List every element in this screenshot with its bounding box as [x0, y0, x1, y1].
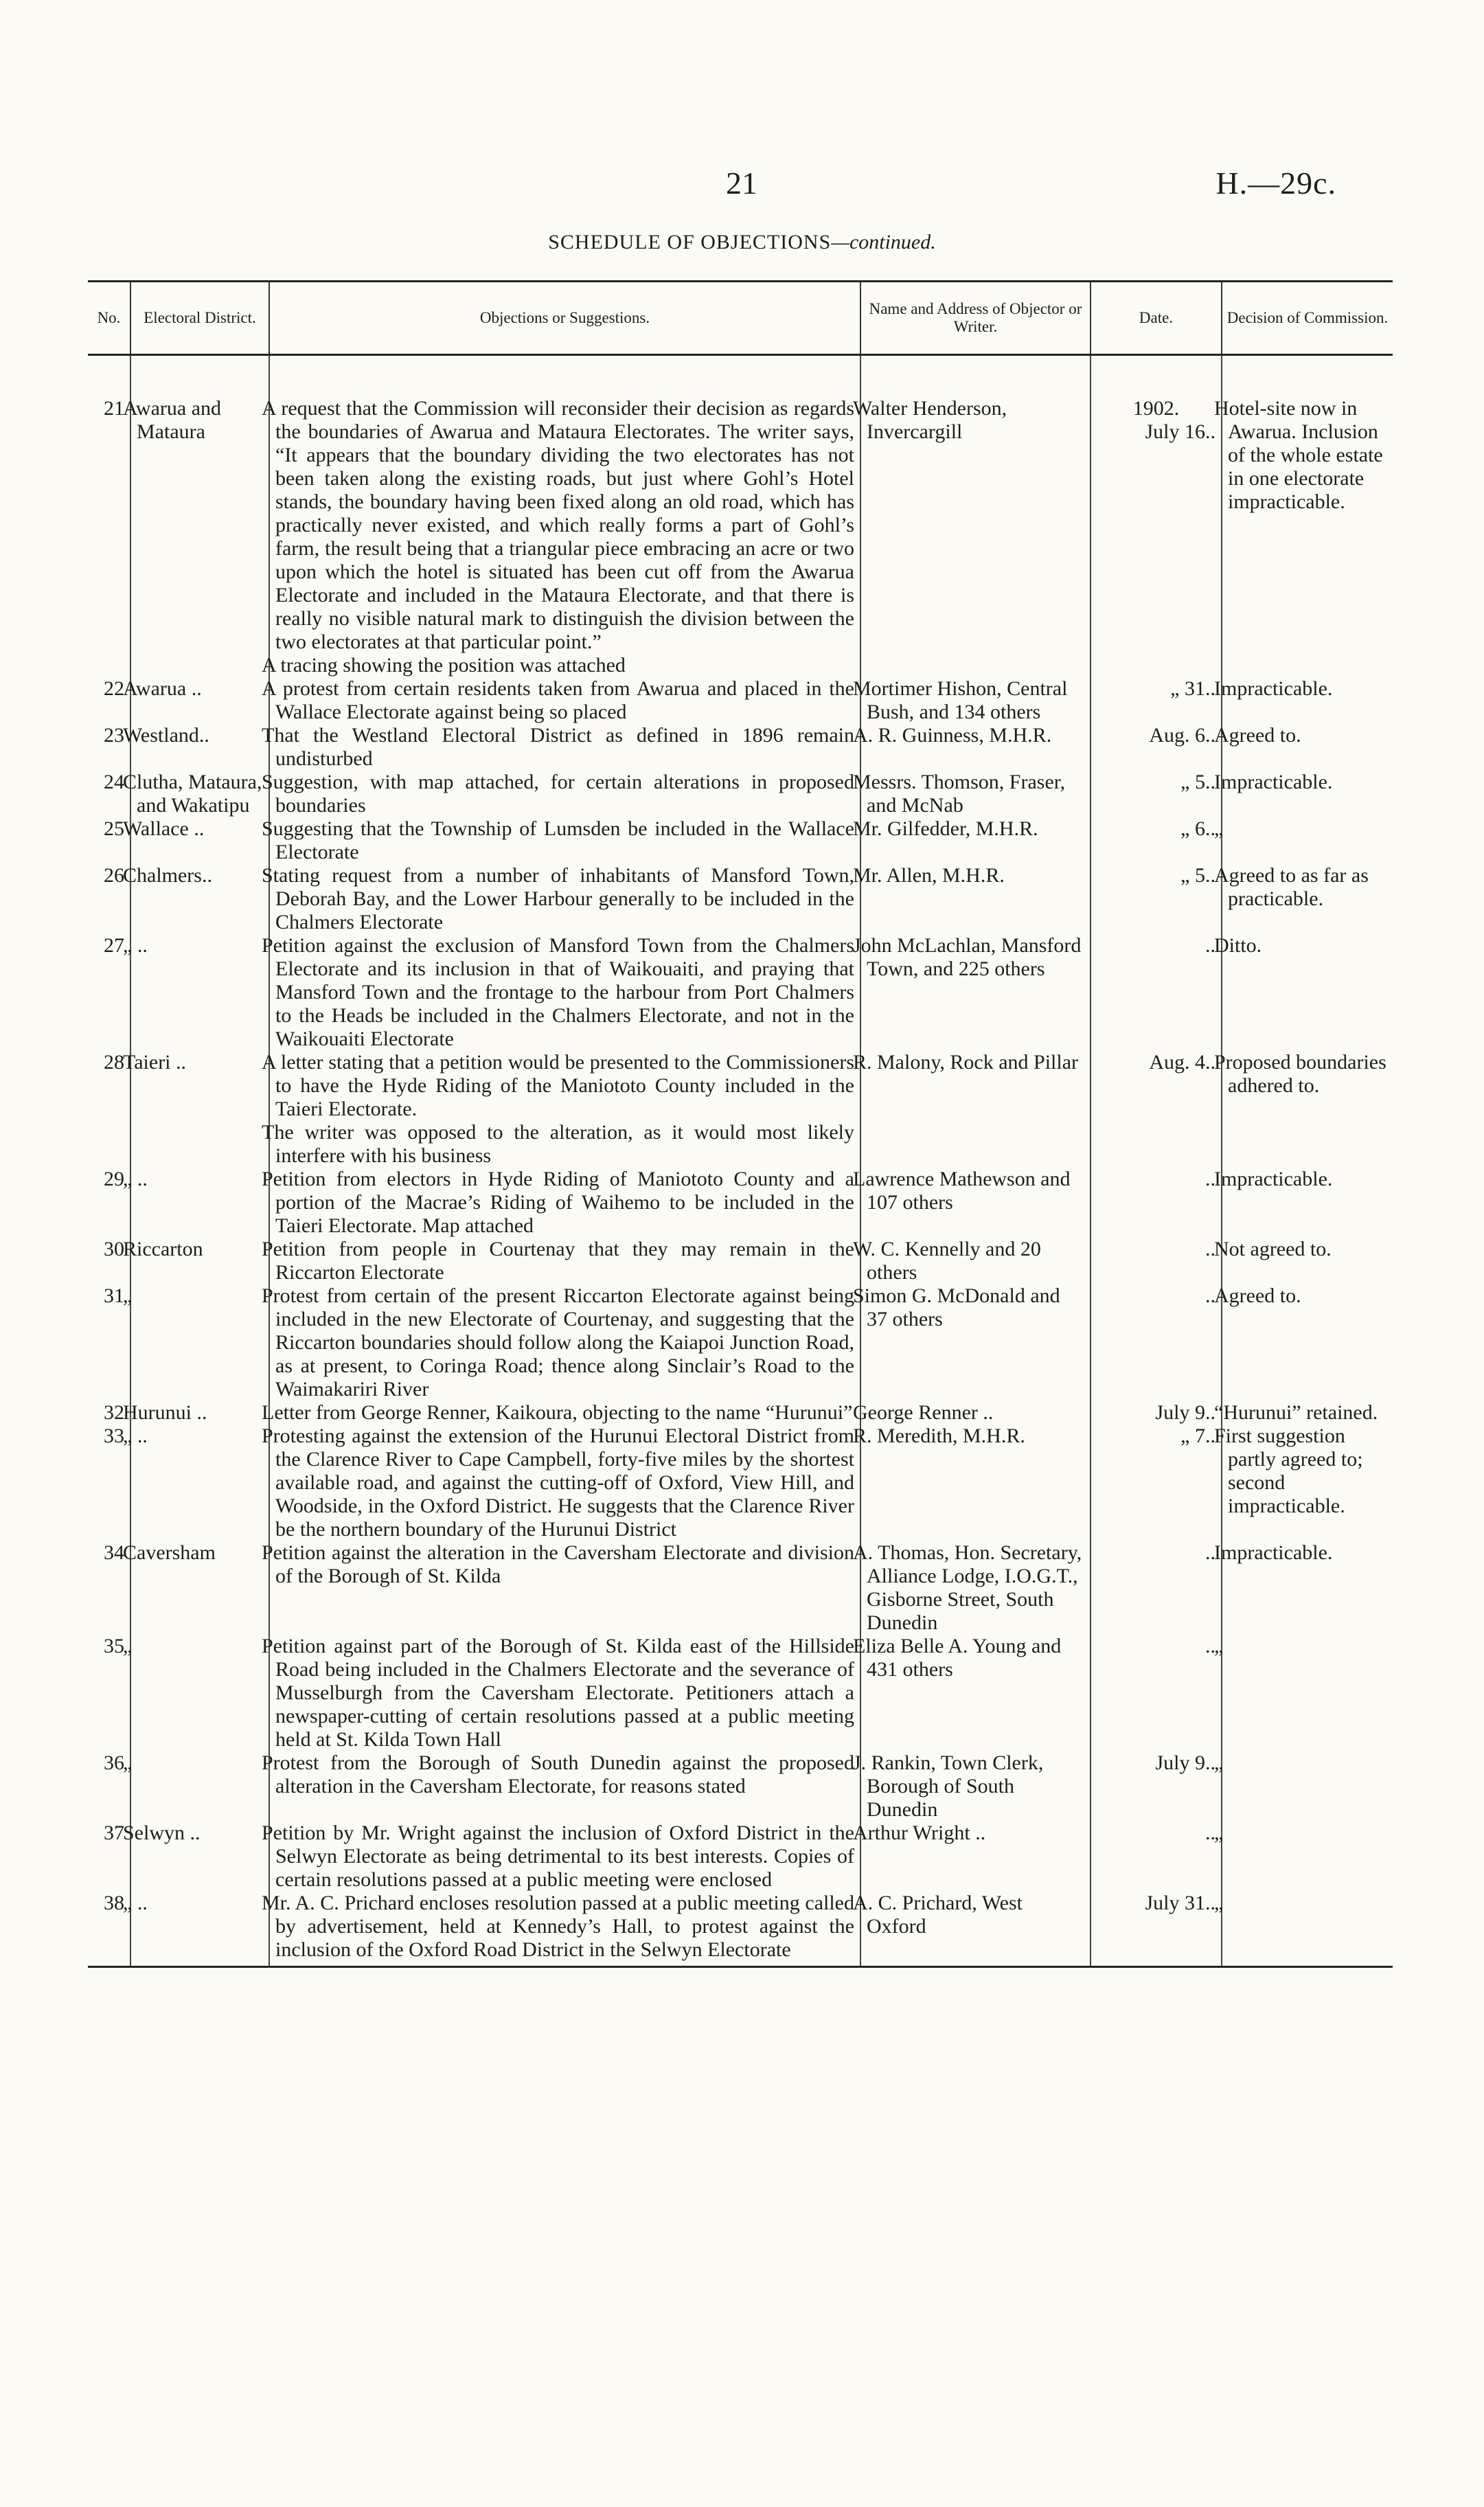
page-number: 21: [726, 166, 757, 201]
electoral-district: Awarua ..: [130, 677, 269, 724]
objection-main: Petition against the alteration in the Caversham Electorate and division of the Borough of St. Kilda: [262, 1541, 854, 1587]
electoral-district: Riccarton: [130, 1238, 269, 1284]
row-number: 29: [104, 1168, 124, 1190]
commission-decision: Impracticable.: [1222, 677, 1393, 724]
electoral-district: Taieri ..: [130, 1051, 269, 1168]
electoral-district: Wallace ..: [130, 817, 269, 864]
commission-decision: „: [1222, 1635, 1393, 1751]
date-value: „ 6..: [1180, 817, 1215, 840]
objection-main: A request that the Commission will reconsider their decision as regards the boundaries of Awarua and Mataura Electorates. The writer says, “It appears that the boundary dividing the two electorates has not been taken along the existing roads, but just where Gohl’s Hotel stands, the boundary having been fixed along an old road, which has practically never existed, and which really forms a part of Gohl’s farm, the result being that a triangular piece embracing an acre or two upon which the hotel is situated has been cut off from the Awarua Electorate and included in the Mataura Electorate, and that there is really no visible natural mark to distinguish the division between the two electorates at that particular point.”: [262, 397, 854, 653]
objection-main: A letter stating that a petition would be presented to the Commissioners to have the Hyde Riding of the Maniototo County included in the Taieri Electorate.: [262, 1051, 854, 1120]
objector-name: Mortimer Hishon, Central Bush, and 134 others: [860, 677, 1091, 724]
electoral-district: Westland..: [130, 724, 269, 771]
objection-date: [1091, 397, 1222, 677]
table-row: [88, 1635, 1393, 1751]
objection-text: [262, 864, 860, 934]
date-value: July 9..: [1155, 1401, 1215, 1424]
document-reference: H.—29c.: [1215, 166, 1336, 201]
objection-date: [1091, 1238, 1222, 1284]
row-number: 25: [104, 817, 124, 840]
row-number: 37: [104, 1822, 124, 1844]
date-value: Aug. 6..: [1149, 724, 1215, 747]
objection-main: Petition from people in Courtenay that they may remain in the Riccarton Electorate: [262, 1238, 854, 1284]
commission-decision: Agreed to.: [1222, 724, 1393, 771]
objection-date: [1091, 1401, 1222, 1425]
table-row: [88, 1822, 1393, 1892]
electoral-district: „ ..: [130, 934, 269, 1051]
objection-main: Suggestion, with map attached, for certain alterations in proposed boundaries: [262, 771, 854, 817]
table-row: [88, 771, 1393, 817]
commission-decision: Proposed boundaries adhered to.: [1222, 1051, 1393, 1168]
table-row: [88, 817, 1393, 864]
electoral-district: „ ..: [130, 1892, 269, 1967]
objector-name: Lawrence Mathewson and 107 others: [860, 1168, 1091, 1238]
objector-name: R. Meredith, M.H.R.: [860, 1425, 1091, 1541]
date-value: ..: [1205, 1635, 1215, 1657]
row-number: 38: [88, 1892, 130, 1967]
objection-main: Stating request from a number of inhabitants of Mansford Town, Deborah Bay, and the Lower Harbour generally to be included in the Chalmers Electorate: [262, 864, 854, 933]
commission-decision: „: [1222, 1822, 1393, 1892]
schedule-title: [0, 231, 1484, 254]
objection-date: [1091, 1822, 1222, 1892]
row-number: 23: [104, 724, 124, 747]
objection-text: [262, 1892, 860, 1967]
spacer-row: [88, 355, 1393, 398]
objection-date: [1091, 677, 1222, 724]
electoral-district: „: [130, 1635, 269, 1751]
objection-date: [1091, 864, 1222, 934]
electoral-district: Clutha, Mataura, and Wakatipu: [130, 771, 269, 817]
objector-name: George Renner ..: [860, 1401, 1091, 1425]
objection-date: [1091, 934, 1222, 1051]
electoral-district: Chalmers..: [130, 864, 269, 934]
objection-date: [1091, 1541, 1222, 1635]
objection-main: Petition by Mr. Wright against the inclusion of Oxford District in the Selwyn Electorate as being detrimental to its best interests. Copies of certain resolutions passed at a public meeting were enclosed: [262, 1822, 854, 1891]
table-row: [88, 1892, 1393, 1967]
table-row: [88, 1051, 1393, 1168]
objector-name: J. Rankin, Town Clerk, Borough of South Dunedin: [860, 1751, 1091, 1822]
objection-date: [1091, 771, 1222, 817]
objection-text: [262, 1425, 860, 1541]
electoral-district: Hurunui ..: [130, 1401, 269, 1425]
objection-text: [262, 1822, 860, 1892]
date-value: July 16..: [1145, 420, 1215, 443]
commission-decision: „: [1222, 817, 1393, 864]
objection-text: [262, 934, 860, 1051]
commission-decision: Agreed to.: [1222, 1284, 1393, 1401]
objector-name: A. R. Guinness, M.H.R.: [860, 724, 1091, 771]
objector-name: A. C. Prichard, West Oxford: [860, 1892, 1091, 1967]
table-row: [88, 724, 1393, 771]
header-decision: Decision of Commission.: [1222, 282, 1393, 355]
row-number: 33: [104, 1425, 124, 1447]
row-number: 26: [104, 864, 124, 887]
table-row: [88, 1425, 1393, 1541]
objection-date: [1091, 1635, 1222, 1751]
table-row: [88, 1238, 1393, 1284]
commission-decision: First suggestion partly agreed to; second impracticable.: [1222, 1425, 1393, 1541]
table-row: [88, 677, 1393, 724]
objector-name: John McLachlan, Mansford Town, and 225 others: [860, 934, 1091, 1051]
table-row: [88, 397, 1393, 677]
objection-text: [262, 1751, 860, 1822]
objector-name: Arthur Wright ..: [860, 1822, 1091, 1892]
table-row: [88, 1401, 1393, 1425]
header-no: No.: [88, 282, 130, 355]
date-value: ..: [1205, 1238, 1215, 1260]
objector-name: Eliza Belle A. Young and 431 others: [860, 1635, 1091, 1751]
date-value: „ 5..: [1180, 864, 1215, 887]
objection-text: [262, 1051, 860, 1168]
year-label: 1902.: [1132, 397, 1180, 420]
table-header-row: [88, 282, 1393, 355]
date-value: Aug. 4..: [1149, 1051, 1215, 1074]
objection-text: [262, 1401, 860, 1425]
objector-name: Mr. Gilfedder, M.H.R.: [860, 817, 1091, 864]
objection-main: That the Westland Electoral District as defined in 1896 remain undisturbed: [262, 724, 854, 770]
objection-main: Protest from the Borough of South Dunedin against the proposed alteration in the Caversham Electorate, for reasons stated: [262, 1751, 854, 1797]
table-row: [88, 1751, 1393, 1822]
electoral-district: „ ..: [130, 1168, 269, 1238]
commission-decision: Hotel-site now in Awarua. Inclusion of the whole estate in one electorate impracticable.: [1222, 397, 1393, 677]
objection-date: [1091, 1751, 1222, 1822]
objection-main: Protesting against the extension of the Hurunui Electoral District from the Clarence River to Cape Campbell, forty-five miles by the shortest available road, and against the cutting-off of Oxford, View Hill, and Woodside, in the Oxford District. He suggests that the Clarence River be the northern boundary of the Hurunui District: [262, 1425, 854, 1541]
electoral-district: Awarua and Mataura: [130, 397, 269, 677]
objection-main: Petition against part of the Borough of St. Kilda east of the Hillside Road being included in the Chalmers Electorate and the severance of Musselburgh from the Caversham Electorate. Petitioners attach a newspaper-cutting of certain resolutions passed at a public meeting held at St. Kilda Town Hall: [262, 1635, 854, 1751]
objection-note: The writer was opposed to the alteration, as it would most likely interfere with his business: [262, 1121, 854, 1167]
row-number: 31: [104, 1284, 124, 1307]
row-number: 36: [104, 1751, 124, 1774]
table-row: [88, 1168, 1393, 1238]
objection-date: [1091, 1284, 1222, 1401]
objection-note: A tracing showing the position was attached: [262, 654, 626, 677]
objection-text: [262, 677, 860, 724]
electoral-district: „: [130, 1751, 269, 1822]
objection-text: [262, 1238, 860, 1284]
electoral-district: Caversham: [130, 1541, 269, 1635]
table-row: [88, 934, 1393, 1051]
objector-name: Mr. Allen, M.H.R.: [860, 864, 1091, 934]
schedule-title-suffix: —continued.: [831, 231, 936, 253]
date-value: „ 5..: [1180, 771, 1215, 793]
commission-decision: Impracticable.: [1222, 1168, 1393, 1238]
date-value: July 31..: [1145, 1892, 1215, 1914]
objector-name: Messrs. Thomson, Fraser, and McNab: [860, 771, 1091, 817]
table-body: [88, 355, 1393, 1967]
row-number: 22: [104, 677, 124, 700]
date-value: July 9..: [1155, 1751, 1215, 1774]
objector-name: W. C. Kennelly and 20 others: [860, 1238, 1091, 1284]
date-value: ..: [1205, 934, 1215, 957]
commission-decision: Impracticable.: [1222, 771, 1393, 817]
row-number: 32: [104, 1401, 124, 1424]
objection-date: [1091, 817, 1222, 864]
row-number: 34: [104, 1541, 124, 1564]
row-number: 24: [104, 771, 124, 793]
row-number: 30: [104, 1238, 124, 1260]
objector-name: Walter Henderson, Invercargill: [860, 397, 1091, 677]
date-value: „ 31..: [1170, 677, 1215, 700]
objection-main: Letter from George Renner, Kaikoura, objecting to the name “Hurunui”: [262, 1401, 853, 1424]
date-value: ..: [1205, 1541, 1215, 1564]
date-value: „ 7..: [1180, 1425, 1215, 1447]
commission-decision: Impracticable.: [1222, 1541, 1393, 1635]
objection-main: A protest from certain residents taken from Awarua and placed in the Wallace Electorate against being so placed: [262, 677, 854, 723]
objection-text: [262, 817, 860, 864]
date-value: ..: [1205, 1284, 1215, 1307]
commission-decision: Agreed to as far as practicable.: [1222, 864, 1393, 934]
table-row: [88, 1541, 1393, 1635]
objection-text: [262, 1541, 860, 1635]
objector-name: A. Thomas, Hon. Secretary, Alliance Lodge, I.O.G.T., Gisborne Street, South Dunedin: [860, 1541, 1091, 1635]
electoral-district: „: [130, 1284, 269, 1401]
header-district: Electoral District.: [130, 282, 269, 355]
row-number: 27: [104, 934, 124, 957]
objector-name: Simon G. McDonald and 37 others: [860, 1284, 1091, 1401]
commission-decision: Not agreed to.: [1222, 1238, 1393, 1284]
objection-main: Protest from certain of the present Riccarton Electorate against being included in the new Electorate of Courtenay, and suggesting that the Riccarton boundaries should follow along the Kaiapoi Junction Road, as at present, to Coringa Road; thence along Sinclair’s Road to the Waimakariri River: [262, 1284, 854, 1400]
electoral-district: „ ..: [130, 1425, 269, 1541]
objection-text: [262, 1168, 860, 1238]
commission-decision: „: [1222, 1892, 1393, 1967]
objection-text: [262, 771, 860, 817]
objection-text: [262, 724, 860, 771]
header-date: Date.: [1091, 282, 1222, 355]
objection-text: [262, 1635, 860, 1751]
electoral-district: Selwyn ..: [130, 1822, 269, 1892]
objection-date: [1091, 724, 1222, 771]
date-value: ..: [1205, 1168, 1215, 1190]
objector-name: R. Malony, Rock and Pillar: [860, 1051, 1091, 1168]
table-row: [88, 1284, 1393, 1401]
objection-main: Petition from electors in Hyde Riding of Maniototo County and a portion of the Macrae’s Riding of Waihemo to be included in the Taieri Electorate. Map attached: [262, 1168, 854, 1237]
row-number: 21: [104, 397, 124, 420]
row-number: 28: [104, 1051, 124, 1074]
date-value: ..: [1205, 1822, 1215, 1844]
row-number: 35: [104, 1635, 124, 1657]
schedule-title-main: SCHEDULE OF OBJECTIONS: [548, 231, 832, 253]
table-row: [88, 864, 1393, 934]
objection-date: [1091, 1425, 1222, 1541]
objection-text: [262, 397, 860, 677]
objection-main: Mr. A. C. Prichard encloses resolution passed at a public meeting called by advertisement, held at Kennedy’s Hall, to protest against the inclusion of the Oxford Road District in the Selwyn Electorate: [262, 1892, 854, 1961]
commission-decision: Ditto.: [1222, 934, 1393, 1051]
objection-main: Petition against the exclusion of Mansford Town from the Chalmers Electorate and its inclusion in that of Waikouaiti, and praying that Mansford Town and the frontage to the harbour from Port Chalmers to the Heads be included in the Chalmers Electorate, and not in the Waikouaiti Electorate: [262, 934, 854, 1050]
objection-text: [262, 1284, 860, 1401]
objection-date: [1091, 1168, 1222, 1238]
objection-main: Suggesting that the Township of Lumsden be included in the Wallace Electorate: [262, 817, 854, 863]
objection-date: [1091, 1051, 1222, 1168]
objection-date: [1091, 1892, 1222, 1967]
objections-table: [88, 280, 1393, 1968]
header-objection: Objections or Suggestions.: [269, 282, 860, 355]
commission-decision: „: [1222, 1751, 1393, 1822]
header-name: Name and Address of Objector or Writer.: [860, 282, 1091, 355]
commission-decision: “Hurunui” retained.: [1222, 1401, 1393, 1425]
